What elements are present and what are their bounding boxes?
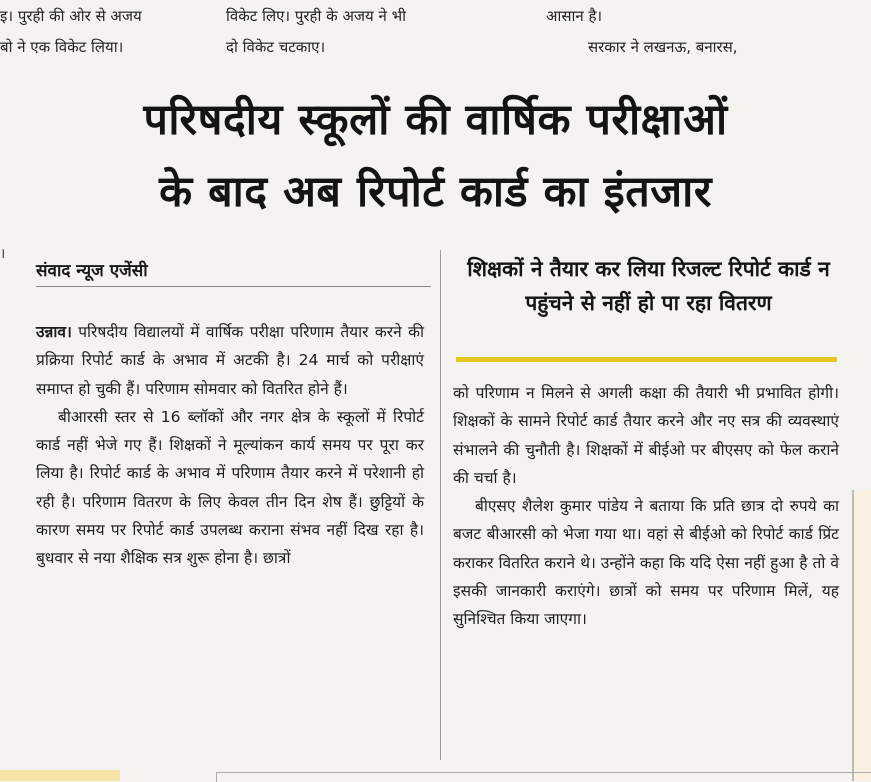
- prev-col2-line1: विकेट लिए। पुरही के अजय ने भी: [226, 7, 407, 25]
- left-edge-mark: ।: [0, 246, 6, 262]
- prev-col1-line2: बो ने एक विकेट लिया।: [0, 38, 124, 56]
- prev-col3-line2: सरकार ने लखनऊ, बनारस,: [588, 38, 738, 56]
- right-column: [453, 379, 839, 634]
- headline-line2: के बाद अब रिपोर्ट कार्ड का इंतजार: [159, 167, 712, 217]
- left-paragraph-2: बीआरसी स्तर से 16 ब्लॉकों और नगर क्षेत्र के स्कूलों में रिपोर्ट कार्ड नहीं भेजे गए हैं। शिक्षकों ने मूल्यांकन कार्य समय पर पूरा कर लिया है। रिपोर्ट कार्ड के अभाव में परिणाम तैयार करने में परेशानी हो रही है। परिणाम वितरण के लिए केवल तीन दिन शेष हैं। छुट्टियों के कारण समय पर रिपोर्ट कार्ड उपलब्ध कराना संभव नहीं दिख रहा है। बुधवार से नया शैक्षिक सत्र शुरू होना है। छात्रों: [36, 407, 424, 568]
- prev-col1-line1: इ। पुरही की ओर से अजय: [0, 7, 142, 25]
- adjacent-box-edge: [852, 490, 871, 781]
- left-paragraph-1: [36, 318, 424, 403]
- byline-rule: [36, 286, 431, 287]
- right-paragraph-2: बीएसए शैलेश कुमार पांडेय ने बताया कि प्रति छात्र दो रुपये का बजट बीआरसी को भेजा गया था। वहां से बीईओ को रिपोर्ट कार्ड प्रिंट कराकर वितरित कराने थे। उन्होंने कहा कि यदि ऐसा नहीं हुआ है तो वे इसकी जानकारी कराएंगे। छात्रों को समय पर परिणाम मिलें, यह सुनिश्चित किया जाएगा।: [453, 497, 839, 629]
- subheading: शिक्षकों ने तैयार कर लिया रिजल्ट रिपोर्ट कार्ड न पहुंचने से नहीं हो पा रहा वितरण: [467, 257, 830, 315]
- column-divider: [440, 250, 441, 760]
- bottom-highlight: [0, 770, 120, 781]
- prev-col3-line1: आसान है।: [546, 7, 603, 25]
- prev-col2-line2: दो विकेट चटकाए।: [226, 38, 326, 56]
- dateline: उन्नाव।: [36, 323, 72, 341]
- subheading-underline: [456, 357, 837, 362]
- left-column: [36, 318, 424, 573]
- byline: संवाद न्यूज एजेंसी: [36, 261, 148, 281]
- headline-line1: परिषदीय स्कूलों की वार्षिक परीक्षाओं: [143, 95, 728, 145]
- right-paragraph-1: को परिणाम न मिलने से अगली कक्षा की तैयारी भी प्रभावित होगी। शिक्षकों के सामने रिपोर्ट कार्ड तैयार करने और नए सत्र की व्यवस्थाएं संभालने की चुनौती है। शिक्षकों में बीईओ पर बीएसए को फेल कराने की चर्चा है।: [453, 384, 839, 487]
- previous-article-strip: [0, 0, 871, 62]
- left-paragraph-1-text: परिषदीय विद्यालयों में वार्षिक परीक्षा परिणाम तैयार करने की प्रक्रिया रिपोर्ट कार्ड के अभाव में अटकी है। 24 मार्च को परीक्षाएं समाप्त हो चुकी हैं। परिणाम सोमवार को वितरित होने हैं।: [36, 323, 424, 398]
